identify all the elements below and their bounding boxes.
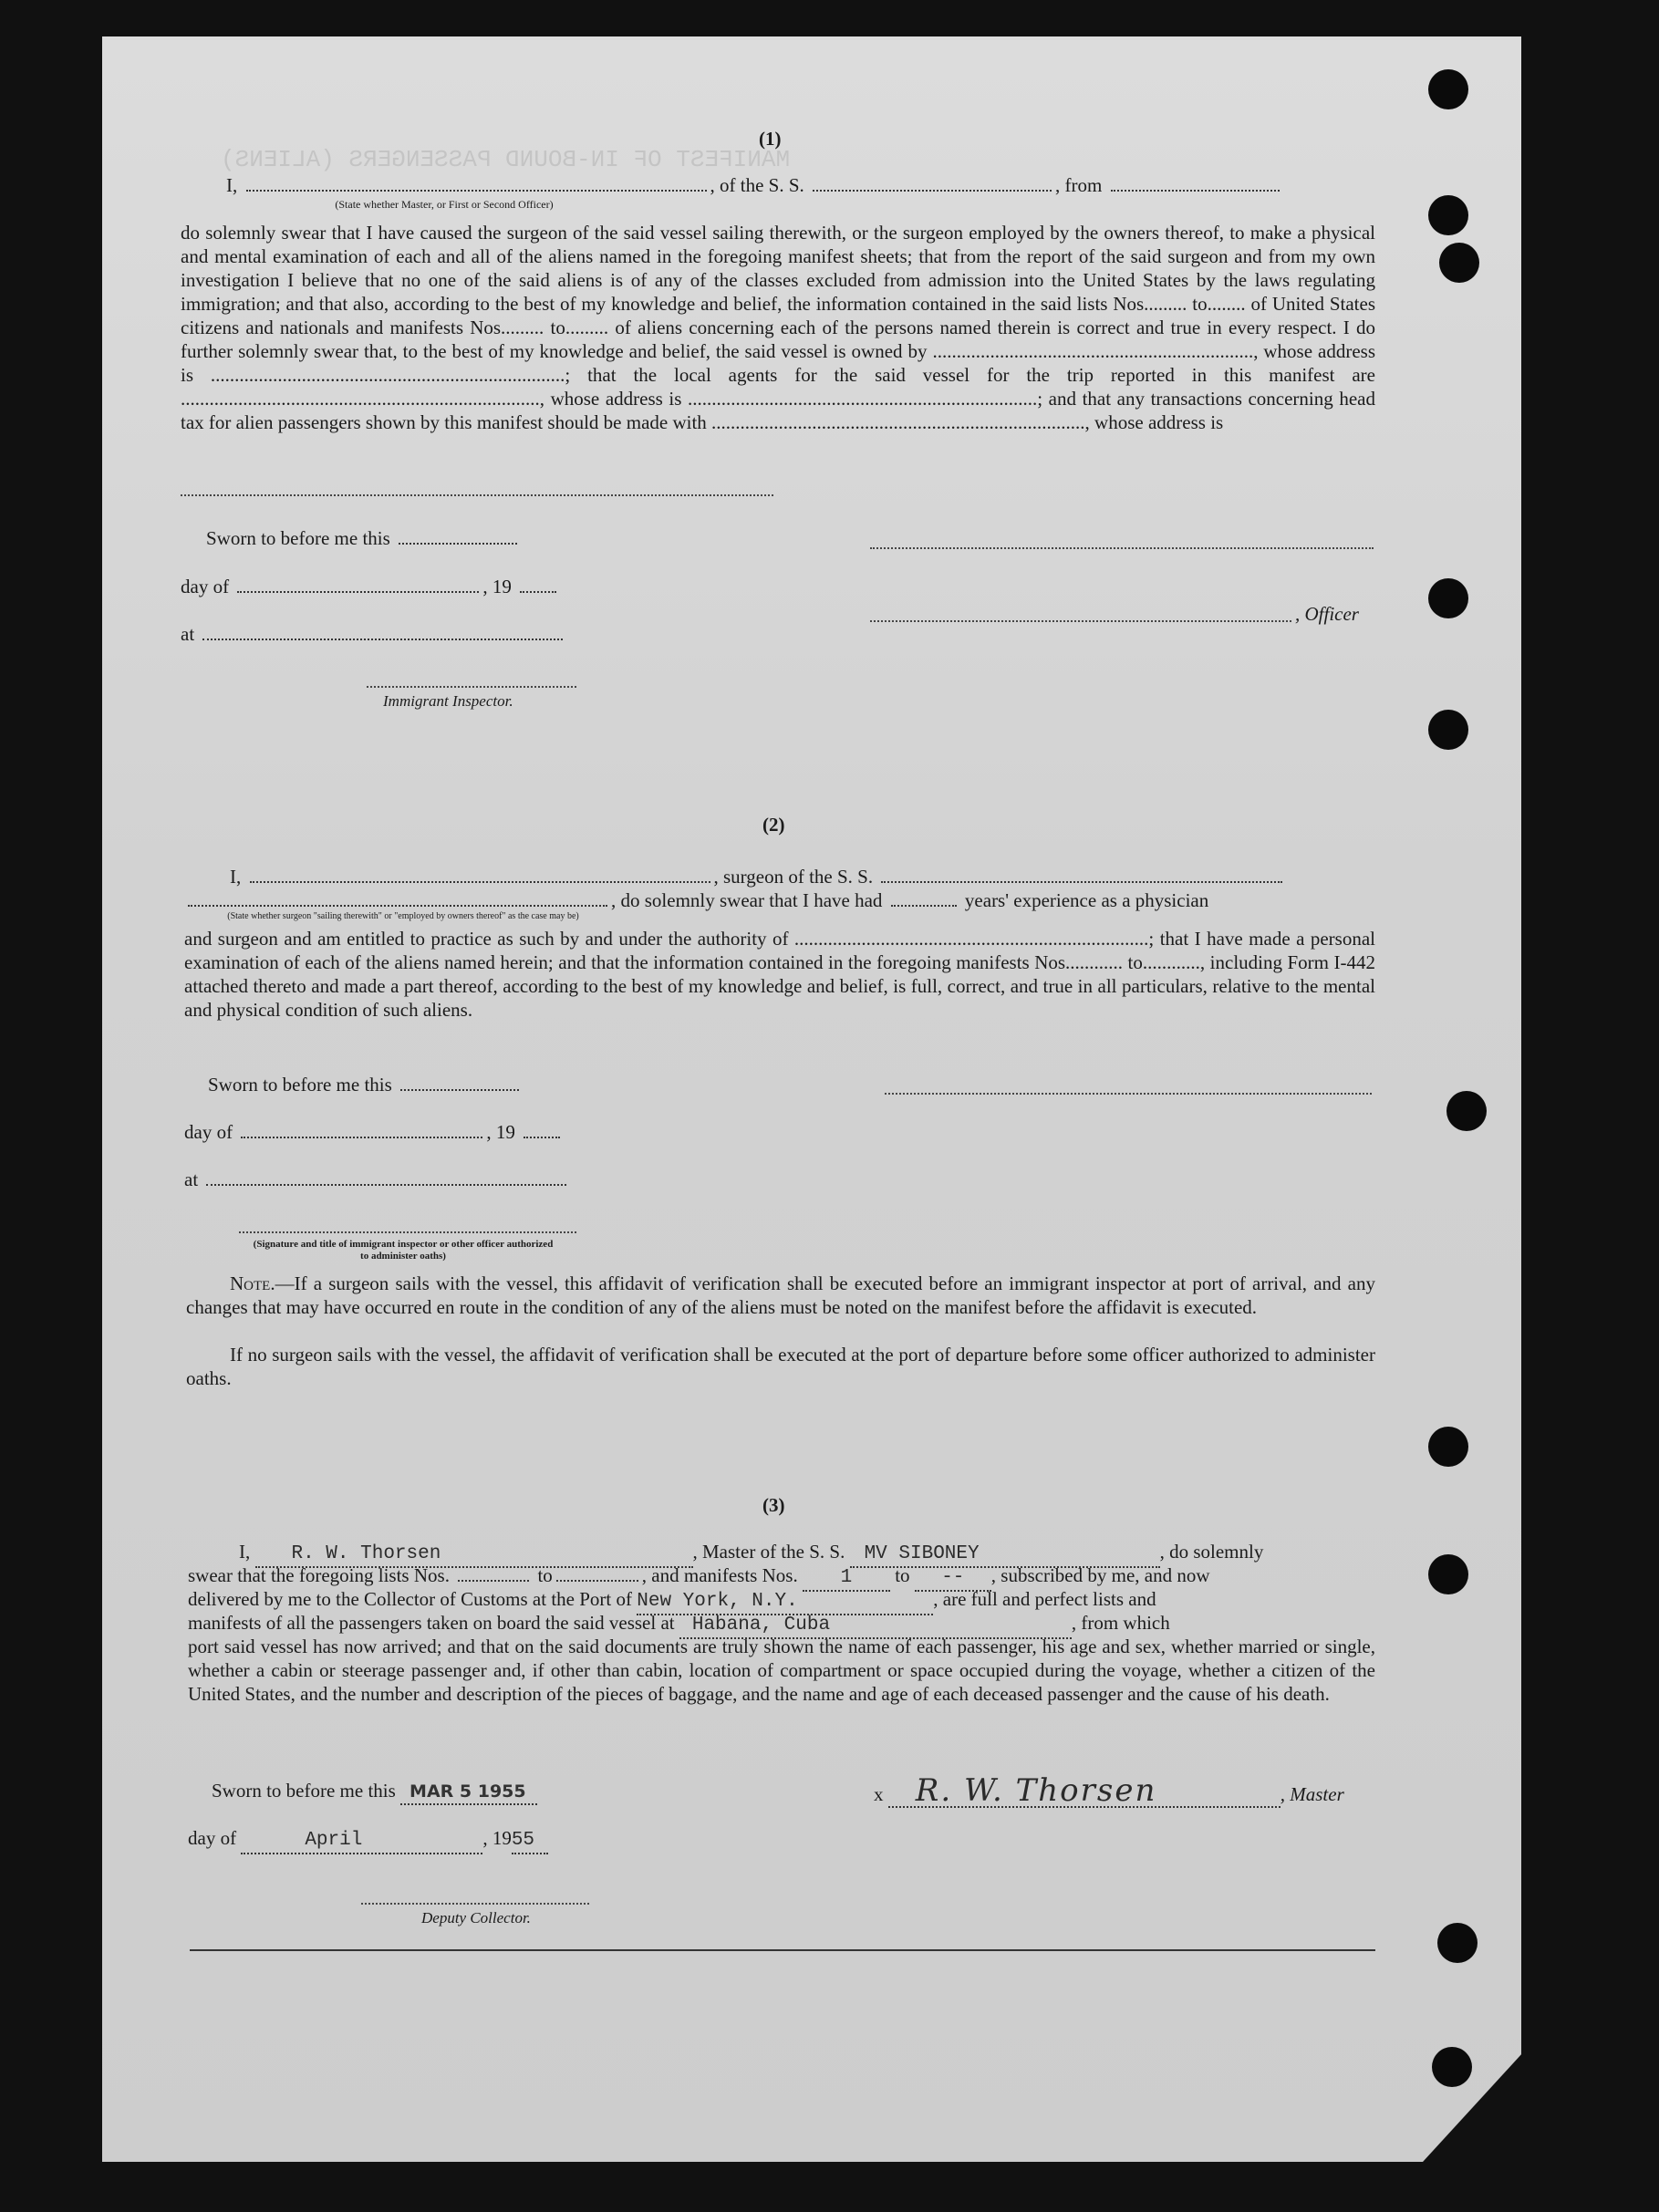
vessel-name-field[interactable] bbox=[813, 190, 1052, 192]
lists-to-field[interactable] bbox=[556, 1580, 638, 1582]
years-field[interactable] bbox=[891, 905, 957, 907]
section-3-number: (3) bbox=[762, 1494, 785, 1516]
surgeon-status-caption: (State whether surgeon "sailing therewith" or "employed by owners thereof" as the case may be) bbox=[227, 911, 579, 921]
punch-hole bbox=[1428, 1554, 1468, 1594]
section-1-oath-text: do solemnly swear that I have caused the surgeon of the said vessel sailing therewith, or the surgeon employed by the owners thereof, to make a physical and mental examination of each and all of the aliens named in the foregoing manifest sheets; that from the report of the said surgeon and from my own investigation I believe that no one of the said aliens is of any of the classes excluded from admission into the United States by the laws regulating immigration; and that also, according to the best of my knowledge and belief, the information contained in the said lists Nos......... to........ of United States citizens and nationals and manifests Nos......... to......... of aliens concerning each of the persons named therein is correct and true in every respect. I do further solemnly swear that, to the best of my knowledge and belief, the said vessel is owned by ..................................................................., whose address is ..........................................................................; that the local agents for the said vessel for the trip reported in this manifest are ..........................................................................., whose address is .........................................................................; and that any transactions concerning head tax for alien passengers shown by this manifest should be made with .............................................................................., whose address is bbox=[181, 222, 1375, 433]
origin-value: Habana, Cuba bbox=[691, 1615, 831, 1636]
punch-hole bbox=[1428, 710, 1468, 750]
master-signature: R. W. Thorsen bbox=[915, 1772, 1157, 1809]
note-label: Note. bbox=[230, 1272, 275, 1294]
sworn-label: Sworn to before me this bbox=[208, 1074, 392, 1096]
master-signature-field[interactable] bbox=[888, 1772, 1281, 1809]
authorized-signature-line[interactable] bbox=[239, 1231, 576, 1233]
punch-hole bbox=[1439, 243, 1479, 283]
day-of-label: day of bbox=[184, 1121, 233, 1143]
port-value: New York, N.Y. bbox=[637, 1591, 798, 1612]
day-of-label: day of bbox=[188, 1827, 237, 1849]
sworn-line-1 bbox=[206, 526, 521, 550]
sworn-line-2 bbox=[208, 1073, 523, 1096]
lists-from-field[interactable] bbox=[458, 1580, 529, 1582]
year-value: 55 bbox=[511, 1830, 535, 1851]
collector-signature-line[interactable] bbox=[361, 1903, 589, 1905]
surgeon-vessel-field[interactable] bbox=[881, 881, 1282, 883]
i-label: I, bbox=[230, 866, 242, 888]
manifests-of-label: manifests of all the passengers taken on board the said vessel at bbox=[188, 1612, 675, 1634]
section-3-oath-text: port said vessel has now arrived; and that on the said documents are truly shown the name of each passenger, his age and sex, whether married or single, whether a cabin or steerage passenger and, if other than cabin, location of compartment or space occupied during the voyage, whether a citizen of the United States, and the number and description of the pieces of baggage, and the name and age of each deceased passenger and the cause of his death. bbox=[188, 1636, 1375, 1705]
collector-label: Deputy Collector. bbox=[421, 1909, 531, 1926]
officer-label: , Officer bbox=[1295, 603, 1359, 625]
punch-hole bbox=[1428, 578, 1468, 618]
year-field[interactable] bbox=[524, 1137, 560, 1138]
punch-hole bbox=[1428, 69, 1468, 109]
year-prefix: , 19 bbox=[486, 1121, 515, 1143]
section-1-number: (1) bbox=[759, 128, 782, 150]
full-perfect-label: , are full and perfect lists and bbox=[933, 1588, 1156, 1610]
years-label: years' experience as a physician bbox=[964, 889, 1209, 911]
officer-rank-caption: (State whether Master, or First or Second Officer) bbox=[335, 198, 554, 211]
delivered-label: delivered by me to the Collector of Customs at the Port of bbox=[188, 1588, 632, 1610]
signature-x-mark: x bbox=[874, 1783, 884, 1805]
punch-hole bbox=[1437, 1923, 1478, 1963]
surgeon-status-field[interactable] bbox=[188, 905, 607, 907]
torn-corner bbox=[1423, 2052, 1523, 2162]
section-2-line-1 bbox=[230, 865, 1286, 888]
bottom-rule bbox=[190, 1949, 1375, 1951]
day-line-2 bbox=[184, 1120, 564, 1144]
at-place-field[interactable] bbox=[202, 639, 563, 640]
day-of-label: day of bbox=[181, 576, 230, 597]
master-name-value: R. W. Thorsen bbox=[291, 1543, 441, 1564]
section-1-line-1 bbox=[226, 173, 1283, 197]
officer-signature-line[interactable] bbox=[870, 620, 1291, 622]
signature-line[interactable] bbox=[870, 547, 1374, 549]
sworn-date-field[interactable] bbox=[400, 1089, 519, 1091]
section-2-number: (2) bbox=[762, 814, 785, 836]
do-solemnly-label: , do solemnly bbox=[1159, 1541, 1264, 1563]
note-body: —If a surgeon sails with the vessel, this affidavit of verification shall be executed before an immigrant inspector at port of arrival, and any changes that may have occurred en route in the condition of any of the aliens must be noted on the manifest before the affidavit is executed. bbox=[186, 1272, 1375, 1318]
sworn-label: Sworn to before me this bbox=[206, 527, 390, 549]
officer-rank-field[interactable] bbox=[246, 190, 707, 192]
from-port-field[interactable] bbox=[1111, 190, 1280, 192]
from-label: , from bbox=[1055, 174, 1103, 196]
master-of-label: , Master of the S. S. bbox=[692, 1541, 845, 1563]
at-line-2 bbox=[184, 1168, 570, 1191]
punch-hole bbox=[1428, 1427, 1468, 1467]
year-field[interactable] bbox=[520, 591, 556, 593]
manifest-to-value: -- bbox=[941, 1567, 965, 1588]
year-prefix: , 19 bbox=[482, 576, 512, 597]
inspector-label: Immigrant Inspector. bbox=[383, 692, 513, 710]
at-place-field[interactable] bbox=[206, 1184, 566, 1186]
swear-label: , do solemnly swear that I have had bbox=[611, 889, 883, 911]
sworn-date-field[interactable] bbox=[399, 543, 517, 545]
sworn-line-3 bbox=[212, 1779, 537, 1805]
note-2-text: If no surgeon sails with the vessel, the affidavit of verification shall be executed at the port of departure before some officer authorized to administer oaths. bbox=[186, 1344, 1375, 1389]
subscribed-label: , subscribed by me, and now bbox=[990, 1564, 1210, 1586]
section-2-oath-text: and surgeon and am entitled to practice as such by and under the authority of ..........................................................................; that I have made a personal examination of each of the aliens named herein; and that the information contained in the foregoing manifests Nos............ to............, including Form I-442 attached thereto and made a part thereof, according to the best of my knowledge and belief, is full, correct, and true in all particulars, relative to the mental and physical condition of such aliens. bbox=[184, 928, 1375, 1021]
document-page bbox=[102, 36, 1521, 2162]
of-ss-label: , of the S. S. bbox=[710, 174, 804, 196]
note-text bbox=[186, 1272, 1375, 1319]
sworn-label: Sworn to before me this bbox=[212, 1780, 396, 1802]
authorized-caption: (Signature and title of immigrant inspector or other officer authorized to administer oaths) bbox=[253, 1239, 554, 1262]
manifest-from-value: 1 bbox=[840, 1567, 853, 1588]
at-label: at bbox=[181, 623, 195, 645]
master-label: , Master bbox=[1280, 1783, 1344, 1805]
to-label: to bbox=[895, 1564, 910, 1586]
surgeon-ss-label: , surgeon of the S. S. bbox=[713, 866, 874, 888]
vessel-value: MV SIBONEY bbox=[864, 1543, 980, 1564]
day-month-field[interactable] bbox=[241, 1826, 482, 1854]
surgeon-signature-line[interactable] bbox=[885, 1093, 1372, 1095]
sworn-date-field[interactable] bbox=[400, 1779, 537, 1805]
i-label: I, bbox=[239, 1541, 251, 1563]
swear-label: swear that the foregoing lists Nos. bbox=[188, 1564, 450, 1586]
year-field[interactable] bbox=[512, 1826, 548, 1854]
day-line-1 bbox=[181, 575, 560, 598]
i-label: I, bbox=[226, 174, 238, 196]
punch-hole bbox=[1428, 195, 1468, 235]
to-label: to bbox=[537, 1564, 553, 1586]
day-line-3 bbox=[188, 1826, 548, 1854]
punch-hole bbox=[1446, 1091, 1487, 1131]
surgeon-name-field[interactable] bbox=[250, 881, 710, 883]
master-signature-line bbox=[874, 1772, 1344, 1809]
bleed-through-text: MANIFEST OF IN-BOUND PASSENGERS (ALIENS) bbox=[221, 146, 791, 173]
address-line[interactable] bbox=[181, 494, 773, 496]
section-2-line-2 bbox=[184, 888, 1208, 912]
month-value: April bbox=[305, 1830, 363, 1851]
day-month-field[interactable] bbox=[241, 1137, 482, 1138]
at-line-1 bbox=[181, 622, 566, 646]
year-prefix: , 19 bbox=[482, 1827, 512, 1849]
inspector-signature-line[interactable] bbox=[367, 686, 576, 688]
manifests-label: , and manifests Nos. bbox=[641, 1564, 798, 1586]
date-stamp: MAR 5 1955 bbox=[410, 1781, 526, 1802]
at-label: at bbox=[184, 1168, 199, 1190]
day-month-field[interactable] bbox=[237, 591, 479, 593]
from-which-label: , from which bbox=[1071, 1612, 1170, 1634]
